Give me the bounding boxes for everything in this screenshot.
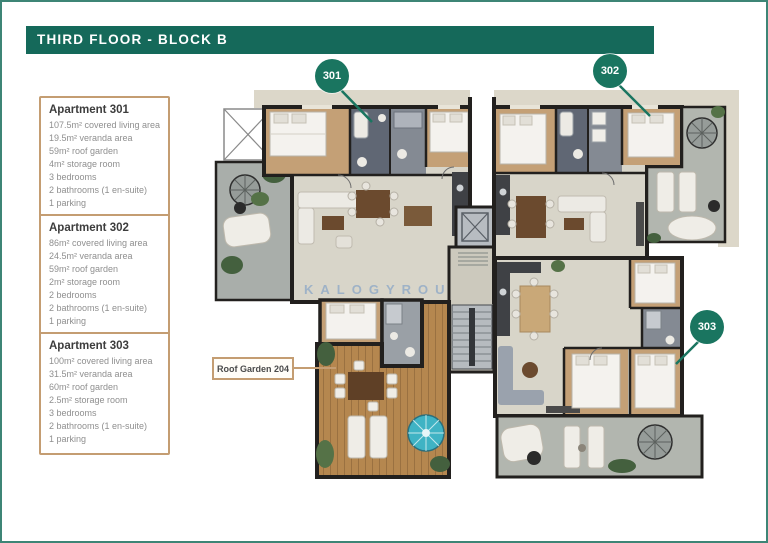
info-line: 24.5m² veranda area [49,251,133,261]
info-line: 2.5m² storage room [49,395,128,405]
apartment-303-plan [495,258,682,416]
apartment-marker-301: 301 [315,59,349,93]
apartment-301-plan [264,107,470,302]
light-well [470,90,494,207]
watermark: KALOGYROU [304,282,452,297]
info-line: 2 bathrooms (1 en-suite) [49,303,148,313]
stair-core [449,207,494,372]
info-line: 2 bedrooms [49,290,97,300]
apartment-title: Apartment 302 [49,222,129,234]
apartment-marker-302: 302 [593,54,627,88]
info-line: 100m² covered living area [49,356,153,366]
info-line: 19.5m² veranda area [49,133,133,143]
info-line: 107.5m² covered living area [49,120,161,130]
info-line: 1 parking [49,434,87,444]
apartment-title: Apartment 303 [49,340,129,352]
info-line: 31.5m² veranda area [49,369,133,379]
page-title: THIRD FLOOR - BLOCK B [26,26,654,54]
info-line: 2 bathrooms (1 en-suite) [49,185,148,195]
info-line: 86m² covered living area [49,238,148,248]
info-line: 59m² roof garden [49,146,119,156]
info-line: 1 parking [49,316,87,326]
apartment-marker-303: 303 [690,310,724,344]
info-line: 60m² roof garden [49,382,119,392]
info-line: 2 bathrooms (1 en-suite) [49,421,148,431]
roof-garden-label: Roof Garden 204 [212,357,294,380]
info-line: 3 bedrooms [49,408,97,418]
terrace-bottom [497,416,702,477]
info-line: 59m² roof garden [49,264,119,274]
floor-plan [2,2,768,543]
apartment-title: Apartment 301 [49,104,129,116]
info-line: 3 bedrooms [49,172,97,182]
info-line: 1 parking [49,198,87,208]
info-line: 4m² storage room [49,159,121,169]
info-line: 2m² storage room [49,277,121,287]
terrace-left [216,162,292,300]
